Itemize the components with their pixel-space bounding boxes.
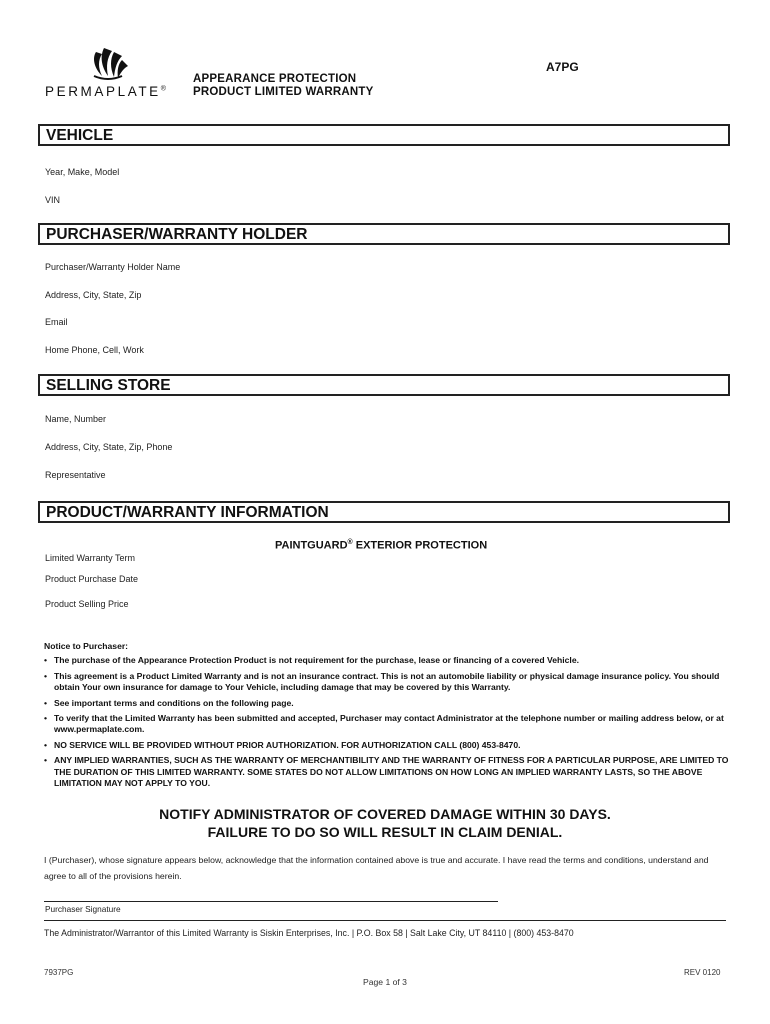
notice-to-purchaser bbox=[44, 641, 734, 793]
section-header-purchaser: PURCHASER/WARRANTY HOLDER bbox=[38, 223, 730, 245]
field-label-email: Email bbox=[45, 317, 68, 327]
form-code: A7PG bbox=[546, 60, 579, 74]
notice-list bbox=[44, 655, 734, 789]
signature-line[interactable] bbox=[44, 901, 498, 902]
page-number: Page 1 of 3 bbox=[363, 977, 407, 987]
revision-code: REV 0120 bbox=[684, 968, 721, 977]
section-header-selling-store: SELLING STORE bbox=[38, 374, 730, 396]
signature-label: Purchaser Signature bbox=[45, 904, 121, 914]
administrator-info: The Administrator/Warrantor of this Limited Warranty is Siskin Enterprises, Inc. | P.O. Box 58 | Salt Lake City, UT 84110 | (800) 453-8470 bbox=[44, 928, 574, 938]
feather-plume-logo-icon bbox=[88, 46, 130, 82]
brand-logo-text: PERMAPLATE® bbox=[45, 84, 166, 99]
field-label-store-address: Address, City, State, Zip, Phone bbox=[45, 442, 173, 452]
acknowledgement-text: I (Purchaser), whose signature appears below, acknowledge that the information contained above is true and accurate. I have read the terms and conditions, understand and agree to all of the provisions herein. bbox=[44, 855, 709, 881]
document-title-line-2: PRODUCT LIMITED WARRANTY bbox=[193, 86, 374, 98]
notify-warning-line-1: NOTIFY ADMINISTRATOR OF COVERED DAMAGE WITHIN 30 DAYS. bbox=[159, 806, 611, 822]
section-header-vehicle: VEHICLE bbox=[38, 124, 730, 146]
product-name: PAINTGUARD® EXTERIOR PROTECTION bbox=[275, 539, 488, 552]
notice-item: • ANY IMPLIED WARRANTIES, SUCH AS THE WARRANTY OF MERCHANTIBILITY AND THE WARRANTY OF FITNESS FOR A PARTICULAR PURPOSE, ARE LIMITED TO THE DURATION OF THIS LIMITED WARRANTY. SOME STATES DO NOT ALLOW LIMITATIONS ON HOW LONG AN IMPLIED WARRANTY LASTS, SO THE ABOVE LIMITATION MAY NOT APPLY TO YOU. bbox=[44, 755, 734, 789]
field-label-store-name: Name, Number bbox=[45, 414, 107, 424]
form-number: 7937PG bbox=[44, 968, 74, 977]
field-label-phone: Home Phone, Cell, Work bbox=[45, 345, 144, 355]
field-label-purchaser-name: Purchaser/Warranty Holder Name bbox=[45, 262, 181, 272]
field-label-year-make-model: Year, Make, Model bbox=[45, 167, 120, 177]
notice-item: • NO SERVICE WILL BE PROVIDED WITHOUT PRIOR AUTHORIZATION. FOR AUTHORIZATION CALL (800) 453-8470. bbox=[44, 740, 734, 751]
field-label-representative: Representative bbox=[45, 470, 106, 480]
notice-item: • This agreement is a Product Limited Warranty and is not an insurance contract. This is not an automobile liability or physical damage insurance policy. You should obtain Your own insurance for damage to Your Vehicle, including damage that may be covered by this Warranty. bbox=[44, 671, 734, 694]
notice-item: • The purchase of the Appearance Protection Product is not requirement for the purchase, lease or financing of a covered Vehicle. bbox=[44, 655, 734, 666]
field-label-warranty-term: Limited Warranty Term bbox=[45, 553, 136, 563]
notify-warning-line-2: FAILURE TO DO SO WILL RESULT IN CLAIM DENIAL. bbox=[207, 824, 563, 840]
field-label-selling-price: Product Selling Price bbox=[45, 599, 129, 609]
field-label-purchaser-address: Address, City, State, Zip bbox=[45, 290, 142, 300]
document-title-line-1: APPEARANCE PROTECTION bbox=[193, 73, 357, 85]
notice-title: Notice to Purchaser: bbox=[44, 641, 129, 651]
field-label-purchase-date: Product Purchase Date bbox=[45, 574, 139, 584]
notice-item: • To verify that the Limited Warranty has been submitted and accepted, Purchaser may contact Administrator at the telephone number or mailing address below, or at www.permaplate.com. bbox=[44, 713, 734, 736]
section-header-product: PRODUCT/WARRANTY INFORMATION bbox=[38, 501, 730, 523]
field-label-vin: VIN bbox=[45, 195, 61, 205]
notice-item: • See important terms and conditions on the following page. bbox=[44, 698, 734, 709]
divider bbox=[44, 920, 726, 921]
